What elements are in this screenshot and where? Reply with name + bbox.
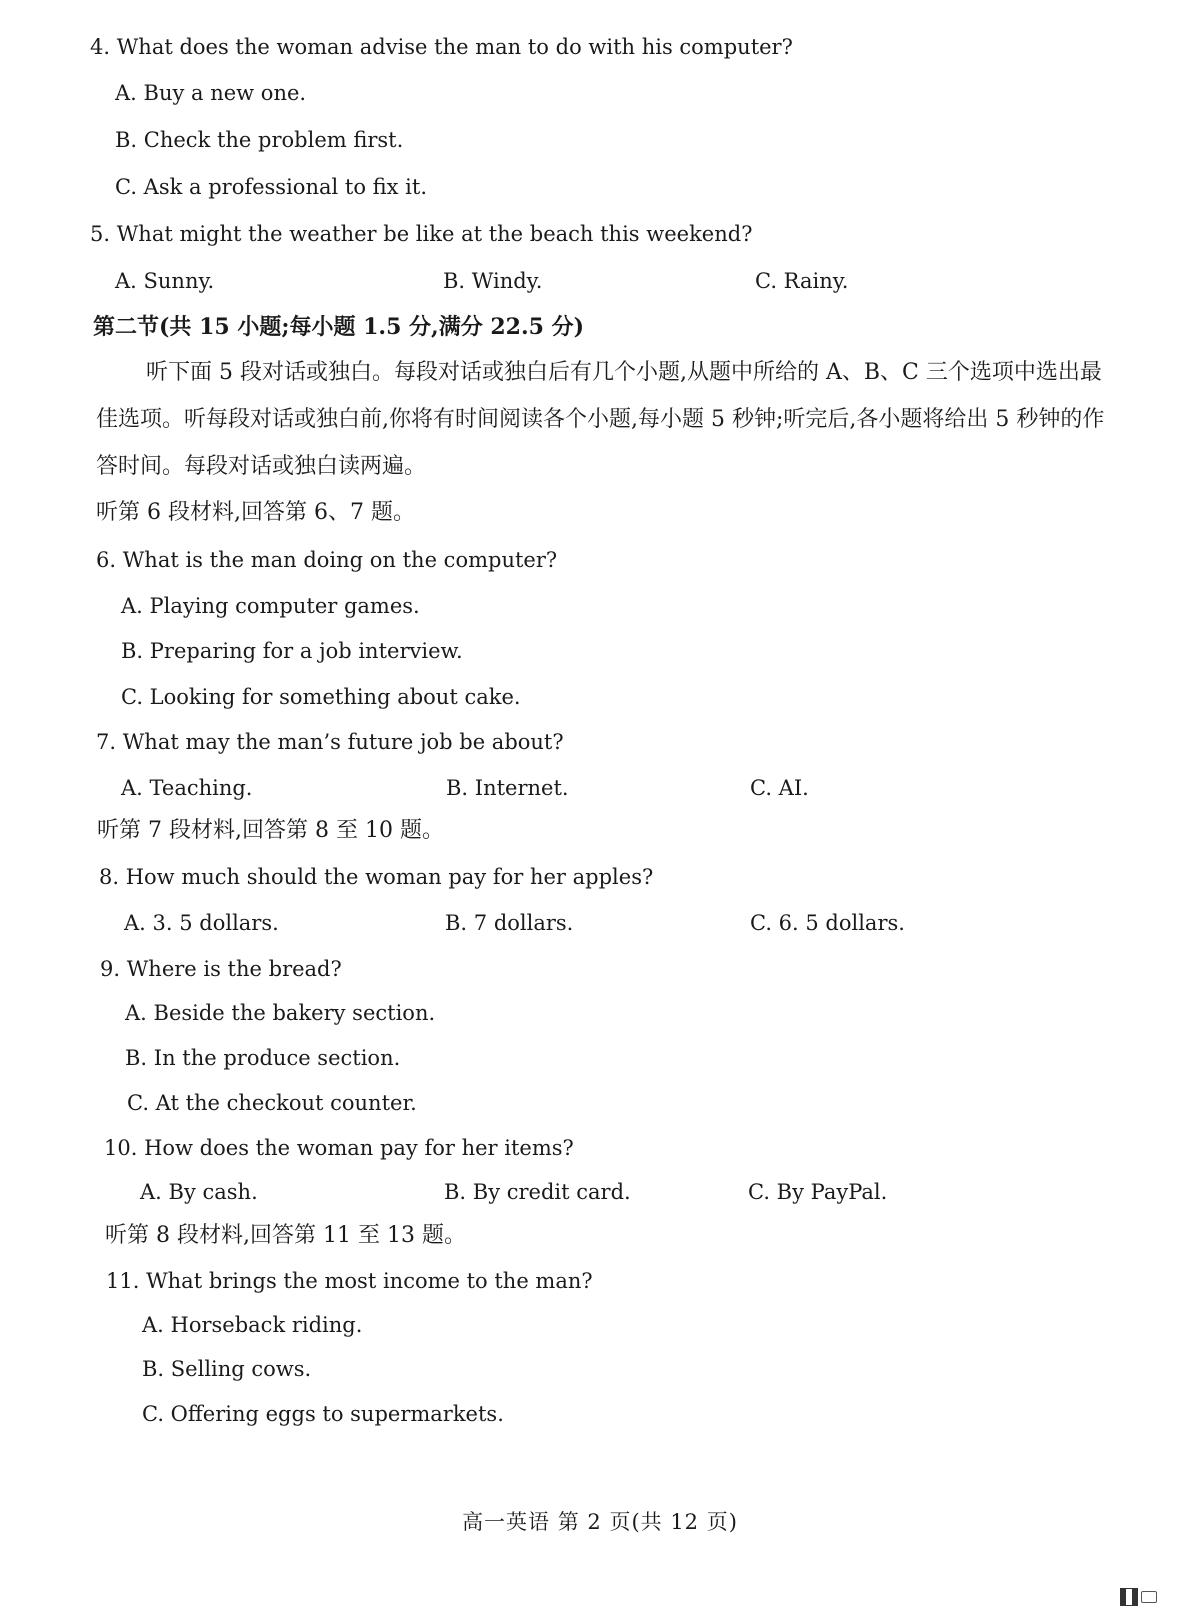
scanner-logo-icon — [1141, 1591, 1157, 1603]
question-7-option-b: B. Internet. — [446, 776, 569, 800]
question-8-stem: 8. How much should the woman pay for her apples? — [99, 865, 654, 889]
material-8-heading: 听第 8 段材料,回答第 11 至 13 题。 — [105, 1223, 466, 1248]
question-9-stem: 9. Where is the bread? — [100, 957, 342, 981]
question-5-options — [0, 267, 900, 295]
page-footer: 高一英语 第 2 页(共 12 页) — [462, 1510, 738, 1534]
question-5-option-c: C. Rainy. — [755, 269, 849, 293]
question-5-option-b: B. Windy. — [443, 269, 543, 293]
question-4-stem: 4. What does the woman advise the man to do with his computer? — [90, 35, 793, 59]
question-9-option-a: A. Beside the bakery section. — [125, 1001, 436, 1025]
question-4-option-c: C. Ask a professional to fix it. — [115, 175, 427, 199]
question-8-option-b: B. 7 dollars. — [445, 911, 574, 935]
question-6-option-b: B. Preparing for a job interview. — [121, 639, 463, 663]
material-7-heading: 听第 7 段材料,回答第 8 至 10 题。 — [97, 818, 444, 843]
question-8-option-a: A. 3. 5 dollars. — [124, 911, 279, 935]
question-11-option-b: B. Selling cows. — [142, 1357, 312, 1381]
question-8-options — [0, 909, 905, 937]
question-10-stem: 10. How does the woman pay for her items? — [104, 1136, 574, 1160]
question-4-option-a: A. Buy a new one. — [115, 81, 307, 105]
question-10-option-a: A. By cash. — [140, 1180, 258, 1204]
question-6-option-c: C. Looking for something about cake. — [121, 685, 521, 709]
section-2-instructions: 听下面 5 段对话或独白。每段对话或独白后有几个小题,从题中所给的 A、B、C 三个选项中选出最佳选项。听每段对话或独白前,你将有时间阅读各个小题,每小题 5 秒钟;听完后,各小题将给出 5 秒钟的作答时间。每段对话或独白读两遍。 — [96, 360, 1105, 479]
question-11-option-a: A. Horseback riding. — [142, 1313, 363, 1337]
question-11-stem: 11. What brings the most income to the man? — [106, 1269, 593, 1293]
question-4-option-b: B. Check the problem first. — [115, 128, 404, 152]
question-5-option-a: A. Sunny. — [115, 269, 215, 293]
question-10-options — [0, 1178, 900, 1206]
question-6-stem: 6. What is the man doing on the computer? — [96, 548, 558, 572]
question-6-option-a: A. Playing computer games. — [121, 594, 420, 618]
question-7-stem: 7. What may the man’s future job be about? — [96, 730, 564, 754]
question-10-option-c: C. By PayPal. — [748, 1180, 888, 1204]
question-7-option-a: A. Teaching. — [121, 776, 253, 800]
material-6-heading: 听第 6 段材料,回答第 6、7 题。 — [96, 500, 415, 525]
scanner-watermark — [1120, 1588, 1157, 1606]
question-9-option-c: C. At the checkout counter. — [127, 1091, 417, 1115]
question-10-option-b: B. By credit card. — [444, 1180, 631, 1204]
question-5-stem: 5. What might the weather be like at the beach this weekend? — [90, 222, 753, 246]
qr-code-icon — [1120, 1588, 1138, 1606]
section-2-heading: 第二节(共 15 小题;每小题 1.5 分,满分 22.5 分) — [93, 314, 585, 340]
question-7-option-c: C. AI. — [750, 776, 809, 800]
question-11-option-c: C. Offering eggs to supermarkets. — [142, 1402, 504, 1426]
question-8-option-c: C. 6. 5 dollars. — [750, 911, 905, 935]
question-7-options — [0, 774, 900, 802]
question-9-option-b: B. In the produce section. — [125, 1046, 401, 1070]
